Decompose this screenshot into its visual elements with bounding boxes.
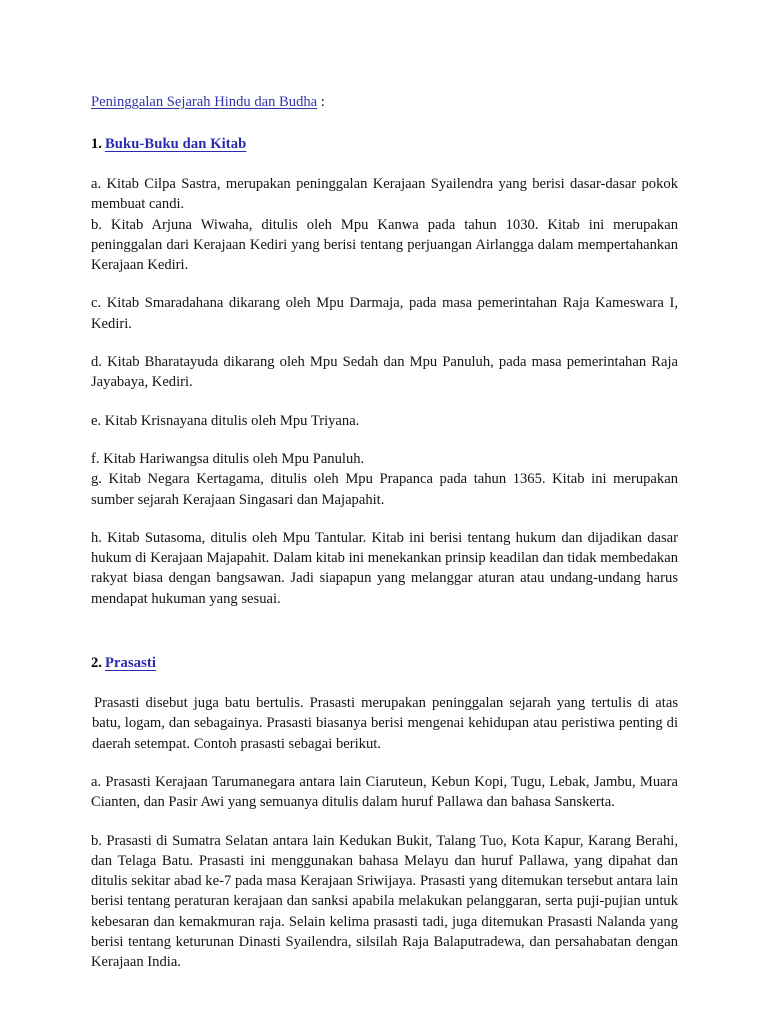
- document-title: [91, 92, 678, 112]
- section-number-1: 1.: [91, 136, 102, 152]
- paragraph-2a: a. Prasasti Kerajaan Tarumanegara antara lain Ciaruteun, Kebun Kopi, Tugu, Lebak, Jambu, Muara Cianten, dan Pasir Awi yang semuanya ditulis dalam huruf Pallawa dan bahasa Sanskerta.: [91, 773, 678, 811]
- paragraph-1e: e. Kitab Krisnayana ditulis oleh Mpu Triyana.: [91, 412, 360, 429]
- paragraph-1d: d. Kitab Bharatayuda dikarang oleh Mpu Sedah dan Mpu Panuluh, pada masa pemerintahan Raja Jayabaya, Kediri.: [91, 354, 678, 391]
- document-title-colon: :: [317, 94, 325, 110]
- section-heading-link-1[interactable]: Buku-Buku dan Kitab: [104, 136, 247, 152]
- section-spacer: [91, 627, 678, 653]
- paragraph-1b: b. Kitab Arjuna Wiwaha, ditulis oleh Mpu Kanwa pada tahun 1030. Kitab ini merupakan peninggalan dari Kerajaan Kediri yang berisi tentang perjuangan Airlangga dalam mempertahankan Kerajaan Kediri.: [91, 216, 678, 274]
- paragraph-2b: b. Prasasti di Sumatra Selatan antara lain Kedukan Bukit, Talang Tuo, Kota Kapur, Karang Berahi, dan Telaga Batu. Prasasti ini menggunakan bahasa Melayu dan huruf Pallawa, yang dipahat dan ditulis sekitar abad ke-7 pada masa Kerajaan Sriwijaya. Prasasti yang ditemukan tersebut antara lain berisi tentang peraturan kerajaan dan sanksi apabila melakukan pelanggaran, serta puji-pujian untuk kebesaran dan kemakmuran raja. Selain kelima prasasti tadi, juga ditemukan Prasasti Nalanda yang berisi tentang keturunan Dinasti Syailendra, silsilah Raja Balaputradewa, dan persahabatan dengan Kerajaan India.: [91, 832, 678, 971]
- paragraph-2-intro: Prasasti disebut juga batu bertulis. Prasasti merupakan peninggalan sejarah yang tertulis di atas batu, logam, dan sebagainya. Prasasti biasanya berisi mengenai kehidupan atau peristiwa penting di daerah setempat. Contoh prasasti sebagai berikut.: [92, 695, 678, 752]
- section-heading-2: [91, 653, 678, 673]
- paragraph-1f: f. Kitab Hariwangsa ditulis oleh Mpu Panuluh.: [91, 450, 365, 467]
- section-heading-link-2[interactable]: Prasasti: [104, 655, 157, 672]
- document-title-link[interactable]: Peninggalan Sejarah Hindu dan Budha: [91, 94, 318, 110]
- paragraph-1a: a. Kitab Cilpa Sastra, merupakan peninggalan Kerajaan Syailendra yang berisi dasar-dasar pokok membuat candi.: [91, 176, 678, 213]
- section-number-2: 2.: [91, 655, 102, 672]
- section-heading-1: [91, 134, 678, 154]
- paragraph-1c: c. Kitab Smaradahana dikarang oleh Mpu Darmaja, pada masa pemerintahan Raja Kameswara I, Kediri.: [91, 295, 678, 332]
- paragraph-1g: g. Kitab Negara Kertagama, ditulis oleh Mpu Prapanca pada tahun 1365. Kitab ini merupakan sumber sejarah Kerajaan Singasari dan Majapahit.: [91, 471, 678, 508]
- paragraph-1h: h. Kitab Sutasoma, ditulis oleh Mpu Tantular. Kitab ini berisi tentang hukum dan dijadikan dasar hukum di Kerajaan Majapahit. Dalam kitab ini menekankan prinsip keadilan dan tidak membedakan rakyat biasa dengan bangsawan. Jadi siapapun yang melanggar aturan atau undang-undang harus mendapat hukuman yang sesuai.: [91, 529, 678, 607]
